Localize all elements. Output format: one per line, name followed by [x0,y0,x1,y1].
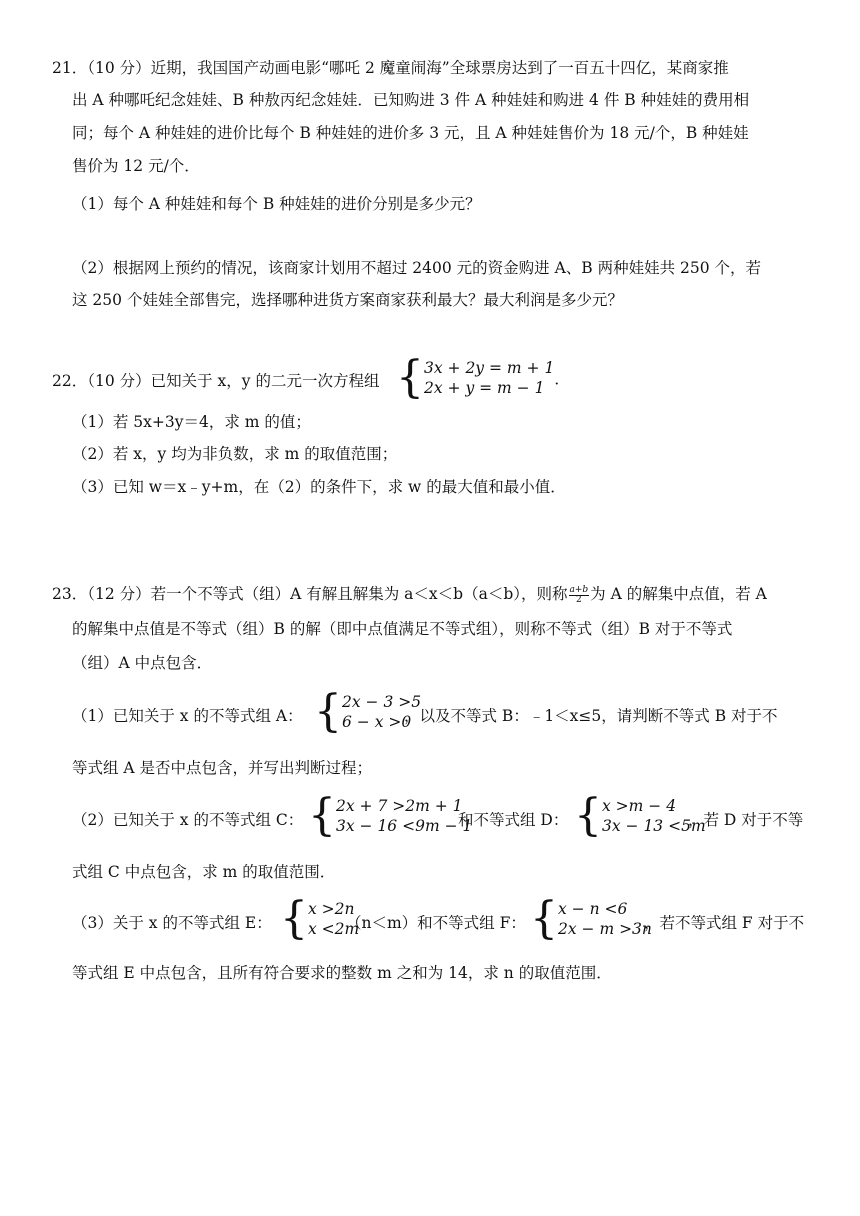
q21-line-4: 售价为 12 元/个． [72,157,200,175]
q23-part-1a: （1）已知关于 x 的不等式组 A： [72,707,303,725]
q21-line-1: 21．（10 分）近期，我国国产动画电影“哪吒 2 魔童闹海”全球票房达到了一百五十四亿，某商家推 [52,59,729,77]
system-F-inequality-2: 2x − m >3n [558,920,652,938]
q23-line-1 [52,583,767,605]
system-A-brace: { [314,686,342,737]
q22-intro: 22．（10 分）已知关于 x，y 的二元一次方程组 [52,372,380,390]
q23-part-3c: ，若不等式组 F 对于不 [644,914,805,932]
fraction-denominator: 2 [575,594,582,605]
q22-part-1: （1）若 5x+3y＝4，求 m 的值； [72,413,311,431]
system-D-brace: { [574,790,602,841]
q23-part-2c: ，若 D 对于不等 [688,811,804,829]
system-F-brace: { [530,893,558,944]
q23-part-3a: （3）关于 x 的不等式组 E： [72,914,272,932]
q21-line-2: 出 A 种哪吒纪念娃娃、B 种敖丙纪念娃娃．已知购进 3 件 A 种娃娃和购进 4 件 B 种娃娃的费用相 [72,91,750,109]
q22-equations [424,358,554,398]
system-C-brace: { [308,790,336,841]
system-C-inequality-2: 3x − 16 <9m − 1 [336,817,473,835]
q21-part-2-line-1: （2）根据网上预约的情况，该商家计划用不超过 2400 元的资金购进 A、B 两种娃娃共 250 个，若 [72,259,762,277]
q22-equation-1: 3x + 2y = m + 1 [424,359,555,377]
q23-part-3d: 等式组 E 中点包含，且所有符合要求的整数 m 之和为 14，求 n 的取值范围． [72,964,612,982]
q23-part-3b: （n＜m）和不等式组 F： [346,914,526,932]
q23-part-1c: 等式组 A 是否中点包含，并写出判断过程； [72,759,373,777]
q21-part-1: （1）每个 A 种娃娃和每个 B 种娃娃的进价分别是多少元？ [72,195,481,213]
q23-system-C [308,790,473,841]
q22-equation-system [396,352,570,403]
q22-part-2: （2）若 x，y 均为非负数，求 m 的取值范围； [72,445,398,463]
system-A-inequality-1: 2x − 3 >5 [342,693,422,711]
q21-line-3: 同；每个 A 种娃娃的进价比每个 B 种娃娃的进价多 3 元，且 A 种娃娃售价为 18 元/个，B 种娃娃 [72,124,749,142]
system-E-inequality-1: x >2n [308,900,355,918]
q23-system-F [530,893,652,944]
q23-line-1b: 为 A 的解集中点值，若 A [590,585,767,603]
system-E-brace: { [280,893,308,944]
system-E-inequality-2: x <2m [308,920,360,938]
system-F-inequality-1: x − n <6 [558,900,628,918]
q22-brace: { [396,352,424,403]
system-D-inequality-2: 3x − 13 <5m [602,817,706,835]
q23-line-3: （组）A 中点包含． [72,654,213,672]
q23-part-2a: （2）已知关于 x 的不等式组 C： [72,811,304,829]
system-C-inequality-1: 2x + 7 >2m + 1 [336,797,463,815]
q22-part-3: （3）已知 w＝x﹣y+m，在（2）的条件下，求 w 的最大值和最小值． [72,478,566,496]
q23-part-1b: ，以及不等式 B：﹣1＜x≤5，请判断不等式 B 对于不 [404,707,778,725]
q23-line-2: 的解集中点值是不等式（组）B 的解（即中点值满足不等式组），则称不等式（组）B 对于不等式 [72,620,733,638]
q23-part-2b: 和不等式组 D： [458,811,569,829]
q23-system-D [574,790,706,841]
system-F-inequalities [558,899,652,939]
q23-part-2d: 式组 C 中点包含，求 m 的取值范围． [72,863,336,881]
system-D-inequality-1: x >m − 4 [602,797,677,815]
fraction-numerator: a+b [569,584,589,595]
system-A-inequality-2: 6 − x >0 [342,713,412,731]
q23-midpoint-fraction [569,586,590,605]
q22-end: ． [554,370,570,388]
system-C-inequalities [336,796,472,836]
q22-equation-2: 2x + y = m − 1 [424,379,545,397]
q21-part-2-line-2: 这 250 个娃娃全部售完，选择哪种进货方案商家获利最大？最大利润是多少元？ [72,291,623,309]
q23-line-1a: 23．（12 分）若一个不等式（组）A 有解且解集为 a＜x＜b（a＜b），则称 [52,585,568,603]
